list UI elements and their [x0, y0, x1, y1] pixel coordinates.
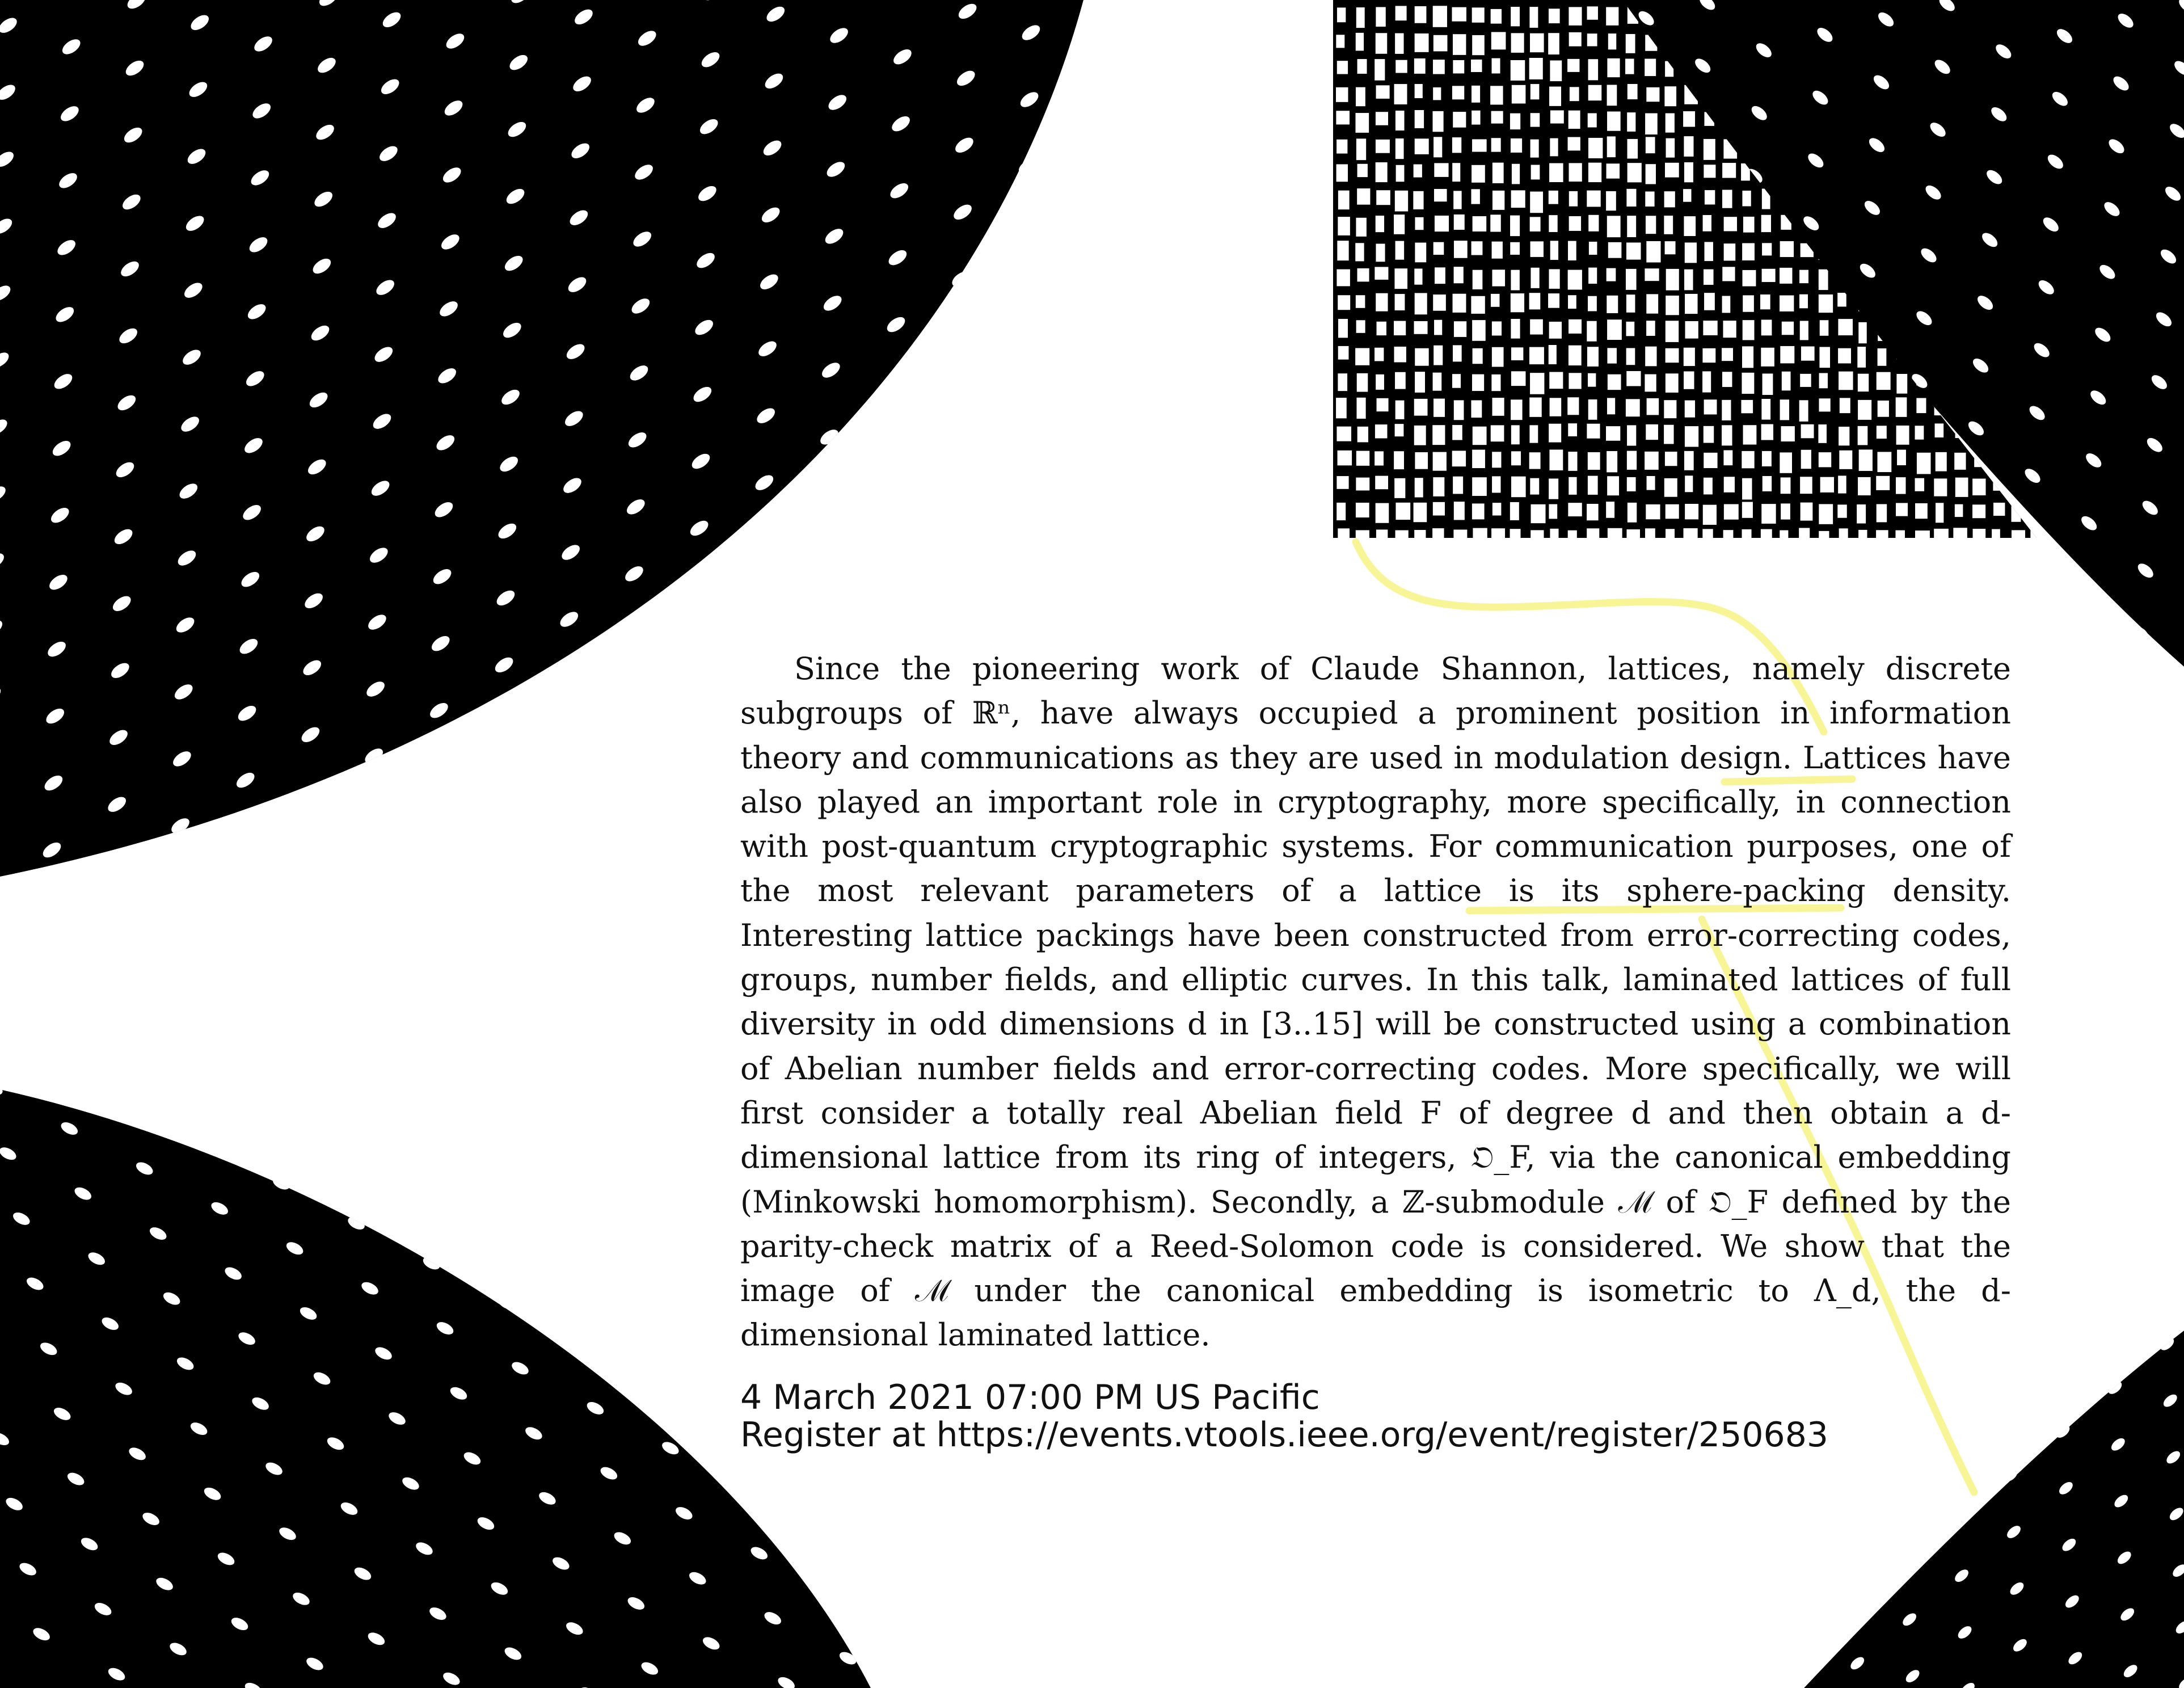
- abstract-text-block: [740, 647, 2011, 1358]
- event-registration-link[interactable]: Register at https://events.vtools.ieee.org/event/register/250683: [740, 1415, 1829, 1455]
- abstract-paragraph: Since the pioneering work of Claude Shannon, lattices, namely discrete subgroups of ℝⁿ, have always occupied a prominent position in information theory and communications as they are used in modulation design. Lattices have also played an important role in cryptography, more specifically, in connection with post-quantum cryptographic systems. For communication purposes, one of the most relevant parameters of a lattice is its sphere-packing density. Interesting lattice packings have been constructed from error-correcting codes, groups, number fields, and elliptic curves. In this talk, laminated lattices of full diversity in odd dimensions d in [3..15] will be constructed using a combination of Abelian number fields and error-correcting codes. More specifically, we will first consider a totally real Abelian field F of degree d and then obtain a d-dimensional lattice from its ring of integers, 𝔒_F, via the canonical embedding (Minkowski homomorphism). Secondly, a ℤ-submodule ℳ of 𝔒_F defined by the parity-check matrix of a Reed-Solomon code is considered. We show that the image of ℳ under the canonical embedding is isometric to Λ_d, the d-dimensional laminated lattice.: [740, 651, 2011, 1353]
- event-info: [740, 1379, 1828, 1454]
- event-datetime: 4 March 2021 07:00 PM US Pacific: [740, 1378, 1320, 1417]
